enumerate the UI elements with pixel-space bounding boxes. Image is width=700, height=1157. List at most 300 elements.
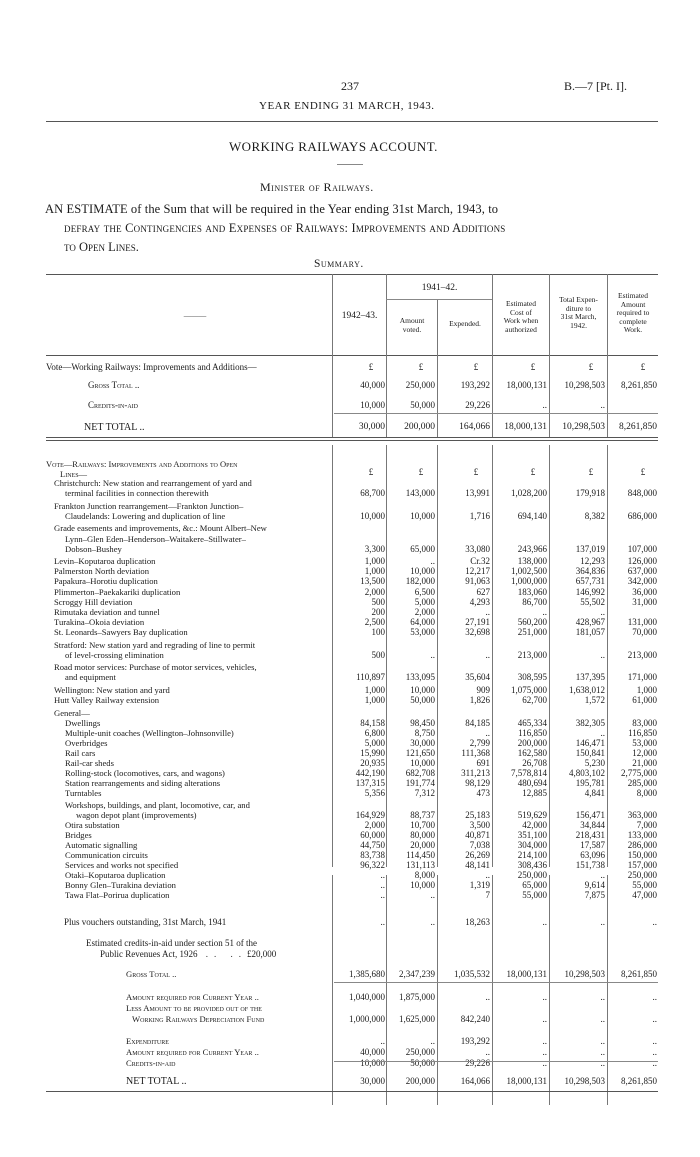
totals-row-4-col-3: ..: [542, 1036, 547, 1046]
improvement-row-38-col-1: 10,000: [410, 880, 435, 890]
improvement-row-label-8: Palmerston North deviation: [54, 566, 149, 576]
improvements-currency-0: £: [368, 467, 374, 477]
improvement-row-1-col-3: 1,028,200: [511, 488, 547, 498]
totals-row-7-col-2: 164,066: [460, 1076, 490, 1086]
improvement-row-36-col-1: 131,113: [406, 860, 435, 870]
improvement-row-34-col-5: 286,000: [627, 840, 657, 850]
improvement-row-23-col-5: 116,850: [628, 728, 657, 738]
year-line: YEAR ENDING 31 MARCH, 1943.: [259, 100, 435, 112]
improvement-row-32-col-1: 10,700: [410, 820, 435, 830]
improvement-row-27-col-1: 682,708: [405, 768, 435, 778]
improvement-row-34-col-3: 304,000: [517, 840, 547, 850]
improvement-row-14-col-1: 53,000: [410, 627, 435, 637]
totals-row-label-5: Amount required for Current Year ..: [126, 1047, 259, 1057]
totals-row-6-col-0: 10,000: [360, 1058, 385, 1068]
improvement-row-3-col-1: 10,000: [410, 511, 435, 521]
improvement-row-31-col-3: 519,629: [517, 810, 547, 820]
improvement-row-38-col-3: 65,000: [522, 880, 547, 890]
improvement-row-label-2: Frankton Junction rearrangement—Frankton Junction–: [54, 501, 244, 511]
improvement-row-11-col-0: 500: [371, 597, 385, 607]
improvement-row-27-col-4: 4,803,102: [569, 768, 605, 778]
improvement-row-24-col-1: 30,000: [410, 738, 435, 748]
estimate-line-2: defray the Contingencies and Expenses of Railways: Improvements and Additions: [64, 221, 506, 235]
improvement-row-26-col-1: 10,000: [410, 758, 435, 768]
totals-row-0-col-5: 8,261,850: [621, 969, 657, 979]
improvement-row-9-col-2: 91,063: [465, 576, 490, 586]
improvement-row-20-col-1: 50,000: [410, 695, 435, 705]
improvement-row-23-col-2: ..: [485, 728, 490, 738]
plus-vouchers-col-3: ..: [542, 917, 547, 927]
totals-row-3-col-2: 842,240: [460, 1014, 490, 1024]
improvement-row-29-col-4: 4,841: [584, 788, 605, 798]
improvement-row-32-col-3: 42,000: [522, 820, 547, 830]
improvement-row-26-col-0: 20,935: [360, 758, 385, 768]
totals-row-label-1: Amount required for Current Year ..: [126, 992, 259, 1002]
improvement-row-label-33: Bridges: [65, 830, 92, 840]
improvements-currency-4: £: [588, 467, 594, 477]
improvement-row-18-col-3: 308,595: [517, 672, 547, 682]
improvement-row-11-col-1: 5,000: [414, 597, 435, 607]
totals-row-6-col-1: 50,000: [410, 1058, 435, 1068]
totals-row-6-col-4: ..: [600, 1058, 605, 1068]
improvement-row-31-col-4: 156,471: [575, 810, 605, 820]
improvement-row-28-col-3: 480,694: [517, 778, 547, 788]
summary-row-2-col-0: 30,000: [358, 422, 385, 432]
summary-currency-5: £: [640, 362, 646, 372]
summary-row-2-col-3: 18,000,131: [504, 422, 547, 432]
totals-row-5-col-5: ..: [652, 1047, 657, 1057]
improvement-row-18-col-0: 110,897: [356, 672, 385, 682]
improvement-row-label-24: Overbridges: [65, 738, 108, 748]
improvement-row-6-col-1: 65,000: [410, 544, 435, 554]
totals-row-1-col-5: ..: [652, 992, 657, 1002]
improvement-row-39-col-1: ..: [430, 890, 435, 900]
improvement-row-8-col-1: 10,000: [410, 566, 435, 576]
summary-row-1-col-4: ..: [600, 400, 605, 410]
improvement-row-32-col-0: 2,000: [364, 820, 385, 830]
improvement-row-31-col-5: 363,000: [627, 810, 657, 820]
improvement-row-37-col-3: 250,000: [517, 870, 547, 880]
improvement-row-13-col-5: 131,000: [627, 617, 657, 627]
improvement-row-13-col-4: 428,967: [575, 617, 605, 627]
totals-row-4-col-4: ..: [600, 1036, 605, 1046]
improvement-row-23-col-0: 6,800: [364, 728, 385, 738]
improvement-row-18-col-4: 137,395: [575, 672, 605, 682]
improvement-row-1-col-1: 143,000: [405, 488, 435, 498]
totals-row-1-col-0: 1,040,000: [349, 992, 385, 1002]
summary-row-0-col-5: 8,261,850: [621, 380, 657, 390]
totals-row-label-6: Credits-in-aid: [126, 1058, 176, 1068]
improvement-row-8-col-0: 1,000: [364, 566, 385, 576]
improvement-row-16-col-0: 500: [371, 650, 385, 660]
header-amount-to-complete: Estimated Amount required to complete Work.: [616, 291, 650, 334]
improvement-row-33-col-2: 40,871: [465, 830, 490, 840]
plus-vouchers-col-5: ..: [652, 917, 657, 927]
improvement-row-37-col-2: ..: [485, 870, 490, 880]
improvement-row-33-col-3: 351,100: [517, 830, 547, 840]
header-rule: [46, 121, 658, 122]
improvement-row-39-col-4: 7,875: [584, 890, 605, 900]
improvement-row-37-col-0: ..: [380, 870, 385, 880]
plus-vouchers-col-2: 18,263: [465, 917, 490, 927]
improvement-row-11-col-2: 4,293: [469, 597, 490, 607]
improvement-row-10-col-3: 183,060: [517, 587, 547, 597]
improvement-row-18-col-5: 171,000: [627, 672, 657, 682]
plus-vouchers-col-4: ..: [600, 917, 605, 927]
totals-row-0-col-4: 10,298,503: [564, 969, 605, 979]
minister-heading: Minister of Railways.: [260, 180, 374, 194]
summary-currency-0: £: [368, 362, 374, 372]
improvement-row-1-col-5: 848,000: [627, 488, 657, 498]
improvement-row-19-col-5: 1,000: [636, 685, 657, 695]
totals-row-1-col-4: ..: [600, 992, 605, 1002]
improvement-row-label-10: Plimmerton–Paekakariki duplication: [54, 587, 181, 597]
improvement-row-16-col-3: 213,000: [517, 650, 547, 660]
summary-row-0-col-0: 40,000: [360, 380, 385, 390]
improvement-row-label-27: Rolling-stock (locomotives, cars, and wagons): [65, 768, 225, 778]
improvement-row-13-col-3: 560,200: [517, 617, 547, 627]
totals-row-7-col-3: 18,000,131: [506, 1076, 547, 1086]
totals-row-1-col-2: ..: [485, 992, 490, 1002]
improvement-row-label-0: Christchurch: New station and rearrangement of yard and: [54, 478, 252, 488]
improvement-row-12-col-4: ..: [600, 607, 605, 617]
improvement-row-28-col-4: 195,781: [575, 778, 605, 788]
improvement-row-32-col-4: 34,844: [580, 820, 605, 830]
improvement-row-14-col-0: 100: [371, 627, 385, 637]
totals-row-label-2: Less Amount to be provided out of the: [126, 1003, 262, 1013]
improvement-row-9-col-0: 13,500: [360, 576, 385, 586]
improvement-row-3-col-0: 10,000: [360, 511, 385, 521]
summary-row-1-col-1: 50,000: [410, 400, 435, 410]
document-reference: B.—7 [Pt. I].: [564, 79, 627, 93]
improvement-row-label-35: Communication circuits: [65, 850, 148, 860]
header-total-expenditure: Total Expen- diture to 31st March, 1942.: [559, 295, 598, 330]
totals-row-7-col-0: 30,000: [360, 1076, 385, 1086]
summary-vote-title: Vote—Working Railways: Improvements and Additions—: [46, 362, 257, 372]
estimate-line-1: AN ESTIMATE of the Sum that will be required in the Year ending 31st March, 1943, to: [45, 202, 499, 216]
improvement-row-label-19: Wellington: New station and yard: [54, 685, 170, 695]
improvements-heading: Vote—Railways: Improvements and Additions to Open Lines—: [46, 459, 238, 479]
improvement-row-9-col-1: 182,000: [405, 576, 435, 586]
improvement-row-29-col-0: 5,356: [364, 788, 385, 798]
improvement-row-9-col-4: 657,731: [575, 576, 605, 586]
totals-row-3-col-4: ..: [600, 1014, 605, 1024]
improvement-row-24-col-4: 146,471: [575, 738, 605, 748]
header-expended: Expended.: [449, 319, 481, 328]
improvement-row-label-12: Rimutaka deviation and tunnel: [54, 607, 160, 617]
improvements-currency-2: £: [473, 467, 479, 477]
plus-vouchers-col-1: ..: [430, 917, 435, 927]
summary-row-1-col-2: 29,226: [465, 400, 490, 410]
improvement-row-label-22: Dwellings: [65, 718, 101, 728]
improvement-row-12-col-0: 200: [371, 607, 385, 617]
improvement-row-7-col-3: 138,000: [517, 556, 547, 566]
improvement-row-20-col-0: 1,000: [364, 695, 385, 705]
improvement-row-25-col-4: 150,841: [575, 748, 605, 758]
improvement-row-25-col-3: 162,580: [517, 748, 547, 758]
improvement-row-33-col-4: 218,431: [575, 830, 605, 840]
totals-row-3-col-1: 1,625,000: [399, 1014, 435, 1024]
improvement-row-label-32: Otira substation: [65, 820, 120, 830]
summary-row-label-1: Credits-in-aid: [88, 400, 138, 410]
improvement-row-27-col-5: 2,775,000: [621, 768, 657, 778]
totals-row-5-col-3: ..: [542, 1047, 547, 1057]
improvement-row-22-col-4: 382,305: [575, 718, 605, 728]
improvement-row-31-col-0: 164,929: [355, 810, 385, 820]
improvement-row-label-34: Automatic signalling: [65, 840, 138, 850]
improvement-row-label-18: and equipment: [65, 672, 116, 682]
improvements-currency-1: £: [418, 467, 424, 477]
header-amount-voted: Amount voted.: [399, 316, 425, 334]
improvement-row-20-col-2: 1,826: [469, 695, 490, 705]
improvement-row-36-col-2: 48,141: [465, 860, 490, 870]
totals-row-label-3: Working Railways Depreciation Fund: [132, 1014, 265, 1024]
estimate-line-3: to Open Lines.: [64, 240, 139, 254]
improvement-row-28-col-0: 137,315: [355, 778, 385, 788]
improvement-row-33-col-0: 60,000: [360, 830, 385, 840]
improvement-row-6-col-5: 107,000: [627, 544, 657, 554]
improvement-row-19-col-2: 909: [476, 685, 490, 695]
improvement-row-label-37: Otaki–Koputaroa duplication: [65, 870, 166, 880]
improvement-row-3-col-2: 1,716: [469, 511, 490, 521]
improvement-row-7-col-0: 1,000: [364, 556, 385, 566]
improvement-row-27-col-3: 7,578,814: [511, 768, 547, 778]
summary-row-0-col-2: 193,292: [460, 380, 490, 390]
improvement-row-label-16: of level-crossing elimination: [65, 650, 164, 660]
improvement-row-33-col-1: 80,000: [410, 830, 435, 840]
improvement-row-12-col-1: 2,000: [414, 607, 435, 617]
improvement-row-10-col-4: 146,992: [575, 587, 605, 597]
improvement-row-31-col-2: 25,183: [465, 810, 490, 820]
totals-row-0-col-3: 18,000,131: [506, 969, 547, 979]
improvement-row-14-col-5: 70,000: [632, 627, 657, 637]
improvement-row-28-col-1: 191,774: [405, 778, 435, 788]
improvement-row-37-col-1: 8,000: [414, 870, 435, 880]
improvement-row-34-col-2: 7,038: [469, 840, 490, 850]
totals-row-3-col-0: 1,000,000: [349, 1014, 385, 1024]
improvement-row-36-col-5: 157,000: [627, 860, 657, 870]
improvement-row-35-col-1: 114,450: [406, 850, 435, 860]
improvement-row-19-col-0: 1,000: [364, 685, 385, 695]
totals-row-3-col-3: ..: [542, 1014, 547, 1024]
totals-row-label-7: NET TOTAL ..: [126, 1076, 187, 1087]
improvement-row-29-col-2: 473: [476, 788, 490, 798]
improvement-row-28-col-2: 98,129: [465, 778, 490, 788]
improvement-row-32-col-2: 3,500: [469, 820, 490, 830]
improvement-row-34-col-1: 20,000: [410, 840, 435, 850]
improvement-row-33-col-5: 133,000: [627, 830, 657, 840]
improvement-row-11-col-3: 86,700: [522, 597, 547, 607]
totals-row-0-col-1: 2,347,239: [399, 969, 435, 979]
improvement-row-3-col-5: 686,000: [627, 511, 657, 521]
improvement-row-1-col-4: 179,918: [575, 488, 605, 498]
summary-heading: Summary.: [314, 258, 364, 270]
improvement-row-label-15: Stratford: New station yard and regrading of line to permit: [54, 640, 256, 650]
improvement-row-11-col-4: 55,502: [580, 597, 605, 607]
summary-row-0-col-3: 18,000,131: [506, 380, 547, 390]
improvement-row-label-23: Multiple-unit coaches (Wellington–Johnsonville): [65, 728, 234, 738]
improvement-row-label-36: Services and works not specified: [65, 860, 179, 870]
improvement-row-16-col-4: ..: [600, 650, 605, 660]
improvement-row-39-col-0: ..: [380, 890, 385, 900]
improvement-row-27-col-2: 311,213: [461, 768, 490, 778]
improvement-row-35-col-4: 63,096: [580, 850, 605, 860]
improvement-row-11-col-5: 31,000: [632, 597, 657, 607]
summary-row-1-col-3: ..: [542, 400, 547, 410]
improvement-row-36-col-0: 96,322: [360, 860, 385, 870]
improvement-row-22-col-1: 98,450: [410, 718, 435, 728]
totals-row-5-col-1: 250,000: [405, 1047, 435, 1057]
improvement-row-12-col-3: ..: [542, 607, 547, 617]
improvement-row-38-col-2: 1,319: [469, 880, 490, 890]
improvement-row-39-col-5: 47,000: [632, 890, 657, 900]
improvement-row-label-7: Levin–Koputaroa duplication: [54, 556, 156, 566]
improvement-row-16-col-2: ..: [485, 650, 490, 660]
summary-row-0-col-4: 10,298,503: [564, 380, 605, 390]
improvement-row-27-col-0: 442,190: [355, 768, 385, 778]
improvement-row-8-col-2: 12,217: [465, 566, 490, 576]
improvement-row-19-col-3: 1,075,000: [511, 685, 547, 695]
header-estimated-cost: Estimated Cost of Work when authorized: [503, 299, 539, 334]
improvement-row-37-col-5: 250,000: [627, 870, 657, 880]
title-rule: [337, 164, 363, 165]
improvement-row-13-col-2: 27,191: [465, 617, 490, 627]
improvement-row-9-col-5: 342,000: [627, 576, 657, 586]
totals-row-5-col-0: 40,000: [360, 1047, 385, 1057]
totals-row-7-col-4: 10,298,503: [564, 1076, 605, 1086]
summary-row-2-col-4: 10,298,503: [562, 422, 605, 432]
summary-row-2-col-1: 200,000: [404, 422, 435, 432]
improvement-row-25-col-5: 12,000: [632, 748, 657, 758]
improvement-row-label-38: Bonny Glen–Turakina deviation: [65, 880, 176, 890]
totals-row-5-col-4: ..: [600, 1047, 605, 1057]
totals-row-6-col-3: ..: [542, 1058, 547, 1068]
improvement-row-32-col-5: 7,000: [636, 820, 657, 830]
improvement-row-23-col-4: ..: [600, 728, 605, 738]
improvement-row-18-col-2: 35,604: [465, 672, 490, 682]
improvement-row-10-col-0: 2,000: [364, 587, 385, 597]
plus-vouchers-col-0: ..: [380, 917, 385, 927]
improvement-row-20-col-5: 61,000: [632, 695, 657, 705]
improvement-row-3-col-4: 8,382: [584, 511, 605, 521]
summary-row-1-col-0: 10,000: [360, 400, 385, 410]
improvement-row-29-col-5: 8,000: [636, 788, 657, 798]
improvement-row-8-col-3: 1,002,500: [511, 566, 547, 576]
improvement-row-31-col-1: 88,737: [410, 810, 435, 820]
improvement-row-39-col-2: 7: [485, 890, 490, 900]
totals-row-4-col-2: 193,292: [460, 1036, 490, 1046]
totals-row-6-col-5: ..: [652, 1058, 657, 1068]
improvement-row-22-col-2: 84,185: [465, 718, 490, 728]
totals-row-0-col-2: 1,035,532: [454, 969, 490, 979]
improvement-row-label-39: Tawa Flat–Porirua duplication: [65, 890, 170, 900]
improvement-row-14-col-4: 181,057: [575, 627, 605, 637]
improvement-row-6-col-3: 243,966: [517, 544, 547, 554]
improvement-row-7-col-5: 126,000: [627, 556, 657, 566]
improvement-row-26-col-4: 5,230: [584, 758, 605, 768]
improvement-row-38-col-0: ..: [380, 880, 385, 890]
improvement-row-7-col-4: 12,293: [580, 556, 605, 566]
summary-row-2-col-2: 164,066: [459, 422, 490, 432]
summary-row-label-2: NET TOTAL ..: [84, 422, 145, 433]
totals-row-3-col-5: ..: [652, 1014, 657, 1024]
improvement-row-label-20: Hutt Valley Railway extension: [54, 695, 160, 705]
improvement-row-label-26: Rail-car sheds: [65, 758, 114, 768]
summary-currency-4: £: [588, 362, 594, 372]
improvement-row-1-col-2: 13,991: [465, 488, 490, 498]
improvement-row-10-col-5: 36,000: [632, 587, 657, 597]
totals-row-1-col-3: ..: [542, 992, 547, 1002]
improvement-row-10-col-2: 627: [476, 587, 490, 597]
totals-row-4-col-1: ..: [430, 1036, 435, 1046]
totals-row-5-col-2: ..: [485, 1047, 490, 1057]
improvement-row-6-col-0: 3,300: [364, 544, 385, 554]
summary-row-2-col-5: 8,261,850: [619, 422, 657, 432]
totals-row-6-col-2: 29,226: [465, 1058, 490, 1068]
improvement-row-label-9: Papakura–Horotiu duplication: [54, 576, 158, 586]
improvement-row-13-col-0: 2,500: [364, 617, 385, 627]
totals-row-label-0: Gross Total ..: [126, 969, 177, 979]
summary-row-0-col-1: 250,000: [405, 380, 435, 390]
improvement-row-22-col-5: 83,000: [632, 718, 657, 728]
improvement-row-12-col-2: ..: [485, 607, 490, 617]
improvement-row-label-1: terminal facilities in connection therewith: [65, 488, 209, 498]
improvement-row-37-col-4: ..: [600, 870, 605, 880]
improvement-row-14-col-3: 251,000: [517, 627, 547, 637]
plus-vouchers-label: Plus vouchers outstanding, 31st March, 1941: [64, 917, 227, 927]
improvement-row-16-col-1: ..: [430, 650, 435, 660]
improvement-row-26-col-2: 691: [476, 758, 490, 768]
improvement-row-29-col-3: 12,885: [522, 788, 547, 798]
improvement-row-22-col-3: 465,334: [517, 718, 547, 728]
improvement-row-label-29: Turntables: [65, 788, 102, 798]
improvement-row-29-col-1: 7,312: [414, 788, 435, 798]
improvement-row-label-13: Turakina–Okoia deviation: [54, 617, 145, 627]
improvement-row-label-17: Road motor services: Purchase of motor services, vehicles,: [54, 662, 257, 672]
improvements-currency-3: £: [530, 467, 536, 477]
improvement-row-24-col-0: 5,000: [364, 738, 385, 748]
improvement-row-label-11: Scroggy Hill deviation: [54, 597, 133, 607]
improvement-row-1-col-0: 68,700: [360, 488, 385, 498]
improvement-row-26-col-3: 26,708: [522, 758, 547, 768]
header-1942-43: 1942–43.: [341, 311, 378, 321]
header-dash: ———: [183, 311, 207, 320]
improvement-row-label-6: Dobson–Bushey: [65, 544, 122, 554]
improvement-row-25-col-1: 121,650: [405, 748, 435, 758]
improvement-row-36-col-3: 308,436: [517, 860, 547, 870]
page-number: 237: [341, 79, 359, 93]
improvement-row-25-col-0: 15,990: [360, 748, 385, 758]
improvement-row-35-col-0: 83,738: [360, 850, 385, 860]
improvement-row-23-col-3: 116,850: [518, 728, 547, 738]
totals-row-4-col-0: ..: [380, 1036, 385, 1046]
improvement-row-6-col-4: 137,019: [575, 544, 605, 554]
summary-row-label-0: Gross Total ..: [88, 380, 140, 390]
improvement-row-35-col-5: 150,000: [627, 850, 657, 860]
improvement-row-label-3: Claudelands: Lowering and duplication of line: [65, 511, 226, 521]
improvement-row-16-col-5: 213,000: [627, 650, 657, 660]
header-1941-42: 1941–42.: [421, 283, 458, 293]
totals-row-7-col-1: 200,000: [405, 1076, 435, 1086]
improvement-row-8-col-5: 637,000: [627, 566, 657, 576]
improvement-row-26-col-5: 21,000: [632, 758, 657, 768]
improvement-row-35-col-3: 214,100: [517, 850, 547, 860]
improvement-row-34-col-0: 44,750: [360, 840, 385, 850]
improvement-row-20-col-3: 62,700: [522, 695, 547, 705]
improvement-row-label-25: Rail cars: [65, 748, 96, 758]
improvement-row-label-14: St. Leonards–Sawyers Bay duplication: [54, 627, 188, 637]
improvement-row-22-col-0: 84,158: [360, 718, 385, 728]
